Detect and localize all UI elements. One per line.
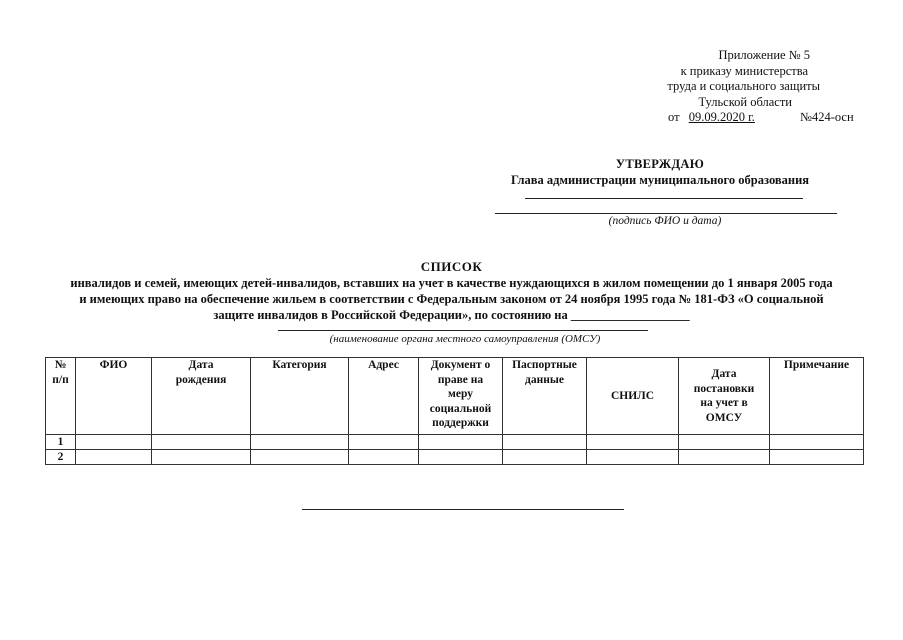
header-note [770,358,864,435]
appendix-date-line [600,110,860,126]
header-snils-label: СНИЛС [610,389,655,402]
header-support-document [419,358,503,435]
omsu-caption: (наименование органа местного самоуправления (ОМСУ) [329,333,601,345]
header-category [251,358,349,435]
appendix-date: 09.09.2020 г. [688,110,755,124]
header-fio-label: ФИО [99,359,128,371]
header-num-line-1: № [54,359,67,371]
approval-title: УТВЕРЖДАЮ [615,157,705,171]
row-cell-support-document[interactable] [419,450,503,465]
row-cell-address[interactable] [349,435,419,450]
header-doc-line-5: поддержки [432,417,489,429]
table-row [46,435,864,450]
row-cell-address[interactable] [349,450,419,465]
header-fio [76,358,152,435]
row-cell-note[interactable] [770,435,864,450]
row-number: 1 [46,435,76,450]
appendix-number: №424-осн [800,110,854,124]
header-reg-line-4: ОМСУ [705,411,743,424]
header-doc-line-1: Документ о [430,359,491,371]
header-reg-line-3: на учет в [700,397,748,409]
header-category-label: Категория [272,359,327,371]
header-registration-date [679,358,770,435]
header-num-line-2: п/п [52,373,69,386]
header-birth-date [152,358,251,435]
header-note-label: Примечание [783,359,850,371]
table-header-row [46,358,864,435]
document-line-3: защите инвалидов в Российской Федерации», по состоянию на ___________________ [213,308,690,322]
row-cell-category[interactable] [251,435,349,450]
approval-line-1 [525,198,803,199]
row-cell-support-document[interactable] [419,435,503,450]
signature-caption: (подпись ФИО и дата) [608,215,722,227]
omsu-line [278,330,648,331]
bottom-signature-line [302,509,624,510]
header-doc-line-2: праве на [437,373,484,386]
header-birth-line-1: Дата [188,359,214,371]
header-address-label: Адрес [368,359,399,371]
header-address [349,358,419,435]
header-snils [587,358,679,435]
appendix-date-prefix: от [668,110,680,124]
row-cell-birth-date[interactable] [152,435,251,450]
header-passport-line-1: Паспортные [512,359,577,371]
persons-table [45,357,864,465]
approval-subtitle: Глава администрации муниципального образования [510,173,810,187]
row-cell-birth-date[interactable] [152,450,251,465]
row-cell-fio[interactable] [76,435,152,450]
row-cell-snils[interactable] [587,435,679,450]
appendix-line-1: Приложение № 5 [718,48,810,62]
row-cell-note[interactable] [770,450,864,465]
header-reg-line-1: Дата [711,368,737,380]
approval-line-2 [495,213,837,214]
header-reg-line-2: постановки [693,382,755,395]
table-row [46,450,864,465]
row-cell-snils[interactable] [587,450,679,465]
header-passport [503,358,587,435]
row-number: 2 [46,450,76,465]
document-title: СПИСОК [420,259,483,274]
header-doc-line-4: социальной [429,402,492,415]
row-cell-registration-date[interactable] [679,450,770,465]
appendix-line-2: к приказу министерства [680,63,808,78]
header-birth-line-2: рождения [175,373,227,386]
row-cell-passport[interactable] [503,450,587,465]
document-body [40,275,863,323]
row-cell-fio[interactable] [76,450,152,465]
appendix-line-4: Тульской области [698,94,792,109]
row-cell-registration-date[interactable] [679,435,770,450]
header-passport-line-2: данные [525,373,564,386]
header-num [46,358,76,435]
appendix-block [600,48,860,126]
row-cell-category[interactable] [251,450,349,465]
row-cell-passport[interactable] [503,435,587,450]
document-line-2: и имеющих право на обеспечение жильем в соответствии с Федеральным законом от 24 ноября 1995 года № 181-ФЗ «О социальной [79,292,824,306]
appendix-line-3: труда и социального защиты [667,79,820,93]
document-line-1: инвалидов и семей, имеющих детей-инвалидов, вставших на учет в качестве нуждающихся в жилом помещении до 1 января 2005 года [70,276,833,290]
header-doc-line-3: меру [448,388,473,400]
